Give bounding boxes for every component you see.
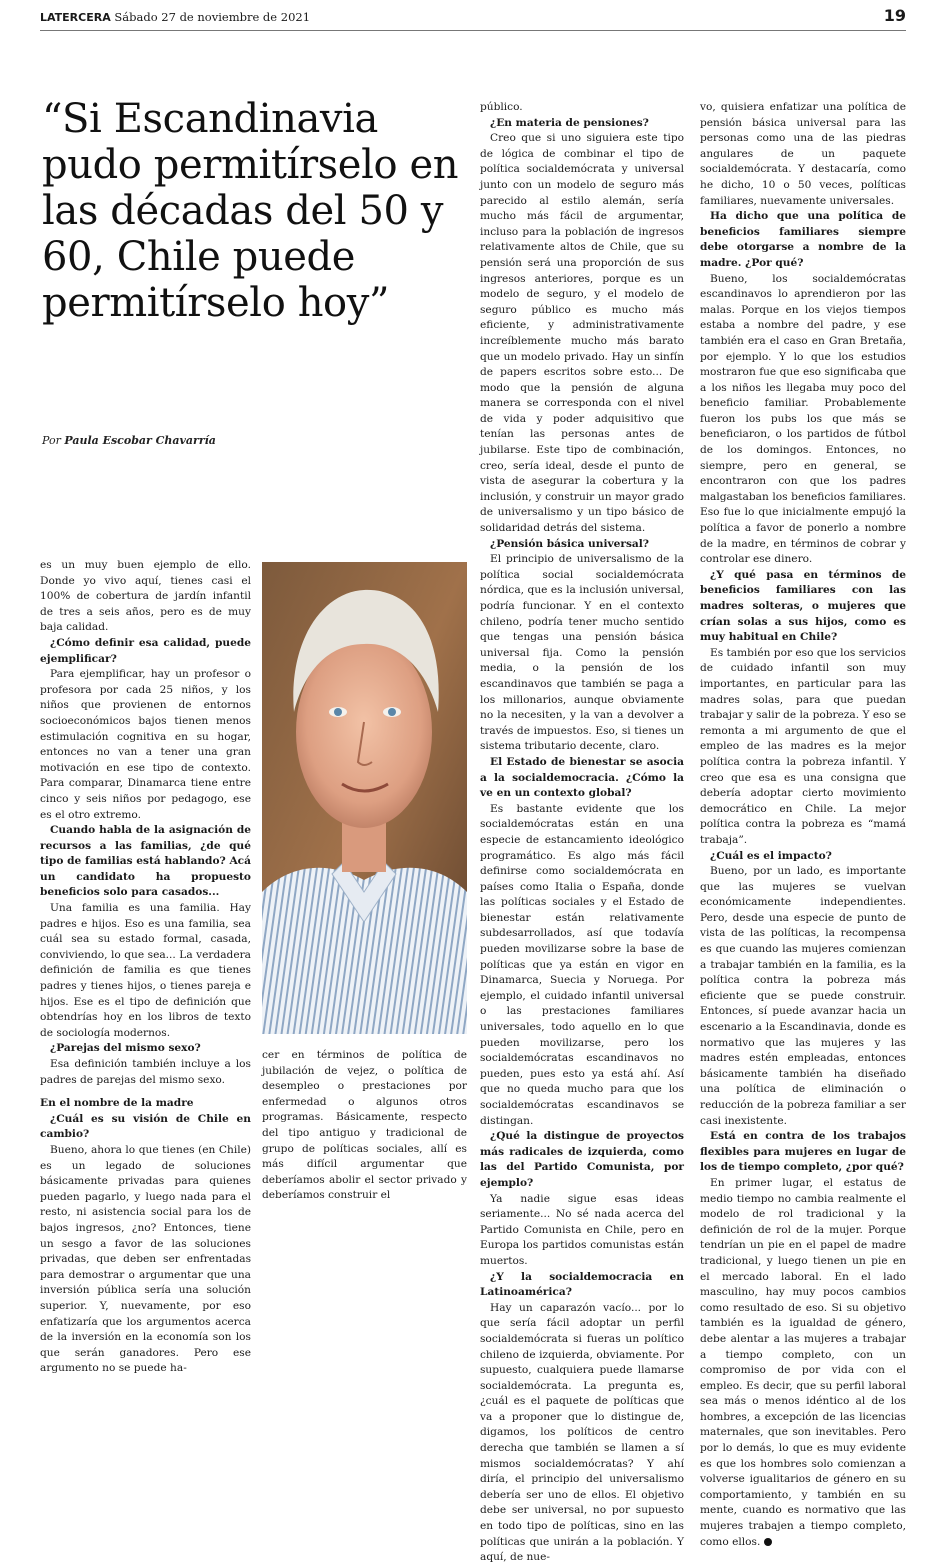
interview-question: ¿En materia de pensiones? xyxy=(490,116,649,129)
header-rule xyxy=(40,30,906,31)
brand-logo: LATERCERA xyxy=(40,11,111,24)
paragraph-final xyxy=(700,1176,906,1550)
paragraph: El principio de universalismo de la política social socialdemócrata nórdica, que es la inclusión universal, podría funcionar. Y en el contexto chileno, podría tener mucho sentido que tengas una pensión básica universal fija. Como la pensión media, o la pensión de los escandinavos que también se paga a los millonarios, aunque obviamente no la necesiten, y la van a devolver a través de impuestos. Eso, si tienes un sistema tributario decente, claro. xyxy=(480,553,684,753)
interview-question: ¿Qué la distingue de proyectos más radicales de izquierda, como las del Partido Comunista, por ejemplo? xyxy=(480,1130,684,1189)
article-column-under-photo xyxy=(262,1048,467,1202)
paragraph: Para ejemplificar, hay un profesor o profesora por cada 25 niños, y los niños que provienen de entornos socioeconómicos bajos tienen menos estimulación cognitiva en su hogar, entonces no van a tener una gran motivación en ese tipo de contexto. Para comparar, Dinamarca tiene entre cinco y seis niños por pedagogo, ese es el otro extremo. xyxy=(40,668,251,821)
issue-date: Sábado 27 de noviembre de 2021 xyxy=(114,10,311,24)
interview-question: Está en contra de los trabajos flexibles para mujeres en lugar de los de tiempo completo, ¿por qué? xyxy=(700,1130,906,1174)
portrait-iris-right xyxy=(388,708,396,716)
byline-prefix: Por xyxy=(42,434,61,447)
paragraph: vo, quisiera enfatizar una política de pensión básica universal para las personas como una de las piedras angulares de un paquete socialdemócrata. Y destacaría, como he dicho, 10 o 50 veces, políticas familiares, nuevamente universales. xyxy=(700,101,906,207)
page-header xyxy=(40,6,906,28)
portrait-photo xyxy=(262,562,467,1034)
paragraph: Una familia es una familia. Hay padres e hijos. Eso es una familia, sea cuál sea su estado formal, casada, conviviendo, lo que sea... La verdadera definición de familia es que tienes padres y tienes hijos, o tienes pareja e hijos. Ese es el tipo de definición que obtendrías hoy en los libros de texto de sociología modernos. xyxy=(40,902,251,1039)
paragraph: Es bastante evidente que los socialdemócratas están en una especie de estancamiento ideológico programático. Es algo más fácil definirse como socialdemócrata en países como Italia o España, donde las políticas sociales y el Estado de bienestar están relativamente subdesarrollados, así que todavía pueden movilizarse sobre la base de políticas que ya están en vigor en Dinamarca, Suecia y Noruega. Por ejemplo, el cuidado infantil universal o las prestaciones familiares universales, todo aquello en lo que pueden movilizarse, pero los socialdemócratas escandinavos no pueden, pues esto ya está ahí. Así que no queda mucho para que los socialdemócratas escandinavos se distingan. xyxy=(480,802,684,1127)
page-number: 19 xyxy=(883,6,906,25)
paragraph: Bueno, ahora lo que tienes (en Chile) es un legado de soluciones básicamente privadas para quienes pueden pagarlo, y luego nada para el resto, ni asistencia social para los de bajos ingresos, ¿no? Entonces, tiene un sesgo a favor de las soluciones privadas, que deben ser enfrentadas para demostrar o argumentar que una inversión pública sería una solución superior. Y, nuevamente, por eso enfatizaría que los argumentos acerca de la inversión en la economía son los que serán ganadores. Pero ese argumento no se puede ha- xyxy=(40,1143,251,1375)
interview-question: ¿Pensión básica universal? xyxy=(490,537,650,550)
section-subheading: En el nombre de la madre xyxy=(40,1097,194,1110)
portrait-iris-left xyxy=(334,708,342,716)
interview-question: ¿Cuál es su visión de Chile en cambio? xyxy=(40,1112,251,1141)
article-column-2 xyxy=(480,100,684,1564)
interview-question: Ha dicho que una política de beneficios familiares siempre debe otorgarse a nombre de la madre. ¿Por qué? xyxy=(700,210,906,269)
interview-question: ¿Cómo definir esa calidad, puede ejemplificar? xyxy=(40,636,251,665)
interview-question: Cuando habla de la asignación de recursos a las familias, ¿de qué tipo de familias está hablando? Acá un candidato ha propuesto beneficios solo para casados... xyxy=(40,824,251,899)
article-column-3 xyxy=(700,100,906,1548)
header-left xyxy=(40,10,310,24)
headline-quote: “Si Escandinavia pudo permitírselo en las décadas del 50 y 60, Chile puede permitírselo hoy” xyxy=(42,96,459,326)
interview-question: ¿Parejas del mismo sexo? xyxy=(50,1042,201,1055)
end-of-article-icon xyxy=(764,1538,772,1546)
paragraph: cer en términos de política de jubilación de vejez, o política de desempleo o prestaciones por enfermedad o algunos otros programas. Básicamente, respecto del tipo antiguo y tradicional de grupo de políticas sociales, allí es más difícil argumentar que deberíamos abolir el sector privado y deberíamos construir el xyxy=(262,1049,467,1202)
byline xyxy=(42,434,216,447)
paragraph: es un muy buen ejemplo de ello. Donde yo vivo aquí, tienes casi el 100% de cobertura de jardín infantil de tres a seis años, pero es de muy baja calidad. xyxy=(40,559,251,634)
paragraph: Bueno, los socialdemócratas escandinavos lo aprendieron por las malas. Porque en los viejos tiempos estaba a nombre del padre, y ese también era el caso en Gran Bretaña, por ejemplo. Y lo que los estudios mostraron fue que eso significaba que a los niños les llegaba muy poco del beneficio familiar. Probablemente fueron los pubs los que más se beneficiaron, o los partidos de fútbol de los domingos. Entonces, no siempre, pero en general, se encontraron con que los padres malgastaban los beneficios familiares. Eso fue lo que inicialmente empujó la política a favor de ponerlo a nombre de la madre, en términos de cobrar y controlar ese dinero. xyxy=(700,272,906,566)
paragraph: Ya nadie sigue esas ideas seriamente... No sé nada acerca del Partido Comunista en Chile, pero en Europa los partidos comunistas están muertos. xyxy=(480,1192,684,1267)
paragraph-final-text: En primer lugar, el estatus de medio tiempo no cambia realmente el modelo de rol tradicional y la definición de rol de la mujer. Porque tendrían un pie en el papel de madre tradicional, y luego tienen un pie en el mercado laboral. En el lado masculino, hay muy pocos cambios como resultado de eso. Si su objetivo también es la igualdad de género, debe alentar a las mujeres a trabajar a tiempo completo, con un compromiso de por vida con el empleo. Es decir, que su perfil laboral sea más o menos idéntico al de los hombres, a excepción de las licencias maternales, que son inevitables. Pero por lo demás, lo que es muy evidente es que los hombres solo comienzan a volverse igualitarios de género en su comportamiento, y también en su mente, cuando es normativo que las mujeres trabajen a tiempo completo, como ellos. xyxy=(700,1176,906,1548)
paragraph: Hay un caparazón vacío... por lo que sería fácil adoptar un perfil socialdemócrata si fueras un político chileno de izquierda, obviamente. Por supuesto, cualquiera puede llamarse socialdemócrata. La pregunta es, ¿cuál es el paquete de políticas que va a proponer que lo distingue de, digamos, los políticos de centro derecha que también se llamen a sí mismos socialdemócratas? Y ahí diría, el principio del universalismo debería ser uno de ellos. El objetivo debe ser universal, no por supuesto en todo tipo de políticas, sino en las políticas que unirán a la población. Y aquí, de nue- xyxy=(480,1301,684,1564)
interview-question: ¿Cuál es el impacto? xyxy=(710,849,832,862)
interview-question: ¿Y qué pasa en términos de beneficios familiares con las madres solteras, o mujeres que crían solas a sus hijos, como es muy habitual en Chile? xyxy=(700,568,906,644)
paragraph: Creo que si uno siguiera este tipo de lógica de combinar el tipo de política socialdemócrata y universal junto con un modelo de seguro más parecido al estilo alemán, sería mucho más fácil de argumentar, incluso para la población de ingresos relativamente altos de Chile, que su pensión será una proporción de sus ingresos anteriores, porque es un modelo de seguro, y el modelo de seguro público es mucho más eficiente, y administrativamente increíblemente mucho más barato que un modelo privado. Hay un sinfín de papers escritos sobre esto... De modo que la pensión de alguna manera se corresponda con el nivel de vida y poder adquisitivo que tenían las personas antes de jubilarse. Este tipo de combinación, creo, sería ideal, desde el punto de vista de asegurar la cobertura y la inclusión, y construir un mayor grado de universalismo y un tipo básico de solidaridad detrás del sistema. xyxy=(480,132,684,535)
paragraph: Esa definición también incluye a los padres de parejas del mismo sexo. xyxy=(40,1058,251,1086)
article-column-1 xyxy=(40,558,251,1375)
interview-question: ¿Y la socialdemocracia en Latinoamérica? xyxy=(480,1270,684,1299)
interview-question: El Estado de bienestar se asocia a la socialdemocracia. ¿Cómo la ve en un contexto global? xyxy=(480,755,684,800)
paragraph: Bueno, por un lado, es importante que las mujeres se vuelvan económicamente independientes. Pero, desde una especie de punto de vista de las políticas, la recompensa es que cuando las mujeres comienzan a trabajar también en la familia, es la política contra la pobreza más eficiente que se puede construir. Entonces, sí puede avanzar hacia un escenario a la Escandinavia, donde es normativo que las mujeres y las madres estén empleadas, entonces básicamente también ha diseñado una política de eliminación o reducción de la pobreza familiar a ser casi inexistente. xyxy=(700,865,906,1127)
byline-author: Paula Escobar Chavarría xyxy=(64,434,216,447)
paragraph: público. xyxy=(480,101,523,113)
paragraph: Es también por eso que los servicios de cuidado infantil son muy importantes, en particular para las madres solas, para que puedan trabajar y salir de la pobreza. Y eso se remonta a mi argumento de que el empleo de las madres es la mejor política contra la pobreza infantil. Y creo que esa es una consigna que debería adoptar cierto movimiento democrático en Chile. La mejor política contra la pobreza es “mamá trabaja”. xyxy=(700,646,906,846)
